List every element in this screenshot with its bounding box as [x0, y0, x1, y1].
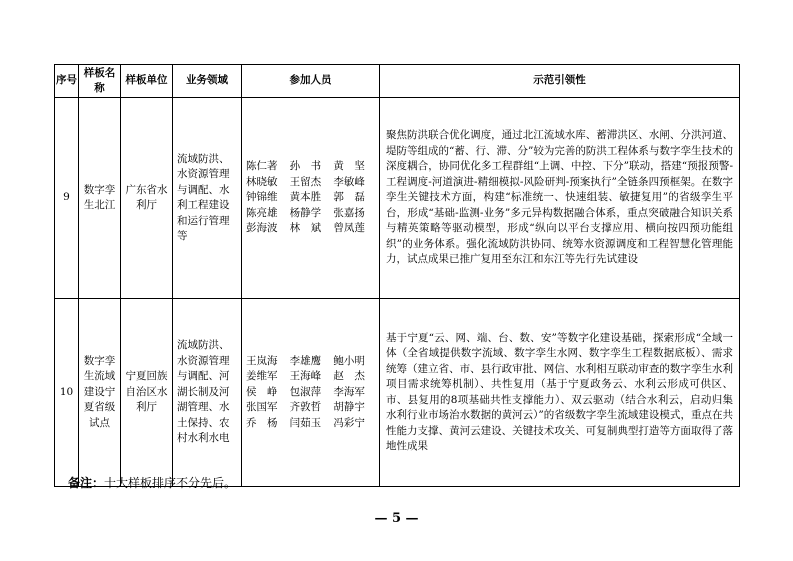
header-desc: 示范引领性 [380, 65, 740, 98]
person: 王留杰 [289, 175, 322, 188]
row-unit: 广东省水利厅 [121, 98, 173, 299]
person: 陈仁著 [246, 160, 278, 173]
row-name: 数字孪生流域建设宁夏省级试点 [79, 299, 121, 487]
person: 林 斌 [289, 222, 322, 235]
row-desc: 基于宁夏“云、网、端、台、数、安”等数字化建设基础，探索形成“全域一体（全省域提供数字流域、数字孪生水网、数字孪生工程数据底板）、需求统筹（建立省、市、县行政审批、网信、水利相互联动审查的数字孪生水利项目需求统筹机制）、共性复用（基于宁夏政务云、水利云形成可供区、市、县复用的8项基础共性支撑能力）、双云驱动（结合水利云，启动归集水利行业市场治水数据的黄河云）”的省级数字孪生流域建设模式，重点在共性能力支撑、黄河云建设、关键技术攻关、可复制典型打造等方面取得了落地性成果 [380, 299, 740, 487]
person: 赵 杰 [333, 370, 365, 383]
person: 王海峰 [289, 370, 322, 383]
person: 李敏峰 [333, 175, 365, 188]
row-num: 9 [55, 98, 79, 299]
person: 鲍小明 [333, 354, 365, 367]
person: 齐敦哲 [289, 401, 322, 414]
person: 曾凤莲 [333, 222, 365, 235]
person: 侯 峥 [246, 385, 278, 398]
person: 陈亮雄 [246, 206, 278, 219]
page-number: — 5 — [374, 511, 419, 526]
person: 张国军 [246, 401, 278, 414]
header-unit: 样板单位 [121, 65, 173, 98]
table-row [55, 299, 740, 487]
person: 胡静宇 [333, 401, 365, 414]
row-people [242, 98, 380, 299]
person: 王岚海 [246, 354, 278, 367]
person: 乔 杨 [246, 416, 278, 429]
row-name: 数字孪生北江 [79, 98, 121, 299]
person: 黄本胜 [289, 191, 322, 204]
row-domain: 流域防洪、水资源管理与调配、河湖长制及河湖管理、水土保持、农村水利水电 [173, 299, 242, 487]
table-header-row [55, 65, 740, 98]
person: 孙 书 [289, 160, 322, 173]
person: 钟锦维 [246, 191, 278, 204]
person: 黄 坚 [333, 160, 365, 173]
header-domain: 业务领域 [173, 65, 242, 98]
header-name: 样板名称 [79, 65, 121, 98]
person: 李海军 [333, 385, 365, 398]
row-unit: 宁夏回族自治区水利厅 [121, 299, 173, 487]
table-row [55, 98, 740, 299]
person: 冯彩宁 [333, 416, 365, 429]
person: 杨静学 [289, 206, 322, 219]
row-domain: 流域防洪、水资源管理与调配、水利工程建设和运行管理等 [173, 98, 242, 299]
person: 包淑萍 [289, 385, 322, 398]
header-people: 参加人员 [242, 65, 380, 98]
footnote-text: 十大样板排序不分先后。 [104, 476, 237, 490]
person: 张嘉扬 [333, 206, 365, 219]
row-desc: 聚焦防洪联合优化调度，通过北江流域水库、蓄滞洪区、水闸、分洪河道、堤防等组成的“蓄、行、滞、分”较为完善的防洪工程体系与数字孪生技术的深度耦合，协同优化多工程群组“上调、中控、下分”联动，搭建“预报预警-工程调度-河道演进-精细模拟-风险研判-预案执行”全链条四预框架。在数字孪生关键技术方面，构建“标准统一、快速组装、敏捷复用”的省级孪生平台，形成“基础-监测-业务”多元异构数据融合体系，重点突破融合知识关系与精英策略等驱动模型，形成“纵向以平台支撑应用、横向按四预功能组织”的业务体系。强化流域防洪协同、统筹水资源调度和工程智慧化管理能力，试点成果已推广复用至东江和东江等先行先试建设 [380, 98, 740, 299]
header-num: 序号 [55, 65, 79, 98]
footnote [68, 474, 236, 491]
person: 李雄鹰 [289, 354, 322, 367]
person: 林晓敏 [246, 175, 278, 188]
person: 闫茹玉 [289, 416, 322, 429]
row-people [242, 299, 380, 487]
footnote-label: 备注： [68, 476, 105, 490]
person: 郭 磊 [333, 191, 365, 204]
person: 姜维军 [246, 370, 278, 383]
person: 彭海波 [246, 222, 278, 235]
row-num: 10 [55, 299, 79, 487]
sample-table [54, 64, 740, 487]
